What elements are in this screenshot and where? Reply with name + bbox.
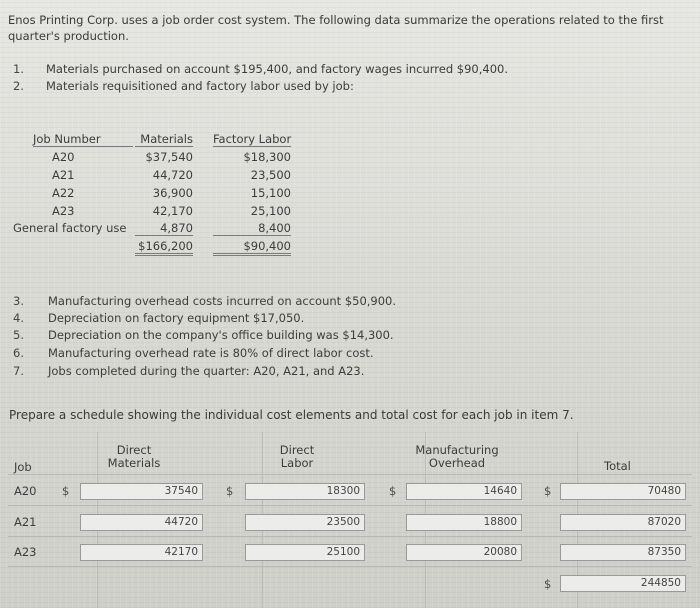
job-row-label: A20 (52, 150, 75, 164)
job-row-labor: $18,300 (243, 150, 291, 164)
grand-total-input[interactable]: 244850 (560, 575, 686, 592)
dollar-sign: $ (62, 484, 70, 498)
job-row-label: A23 (52, 204, 75, 218)
job-row-labor: 8,400 (213, 221, 291, 236)
materials-total: $166,200 (135, 239, 193, 256)
job-row-label: A22 (52, 186, 75, 200)
materials-header: Materials (135, 132, 193, 147)
schedule-row-label: A23 (14, 545, 37, 559)
item-1-number: 1. (13, 62, 24, 76)
item-4-number: 4. (13, 311, 24, 325)
dollar-sign: $ (226, 484, 234, 498)
direct-labor-input[interactable]: 18300 (245, 483, 365, 500)
problem-intro: Enos Printing Corp. uses a job order cost system. The following data summarize the operations related to the first quarter's production. (8, 13, 664, 43)
manufacturing-overhead-header: Manufacturing Overhead (415, 443, 499, 470)
job-row-materials: 36,900 (152, 186, 193, 200)
schedule-row-label: A21 (14, 515, 37, 529)
item-4-text: Depreciation on factory equipment $17,050. (48, 311, 305, 325)
manufacturing-overhead-input[interactable]: 18800 (406, 514, 522, 531)
row-divider (8, 536, 692, 537)
item-2-number: 2. (13, 79, 24, 93)
item-6-number: 6. (13, 346, 24, 360)
job-row-materials: $37,540 (145, 150, 193, 164)
item-7-text: Jobs completed during the quarter: A20, A21, and A23. (48, 364, 365, 378)
job-row-label: A21 (52, 168, 75, 182)
total-input[interactable]: 87350 (560, 544, 686, 561)
manufacturing-overhead-input[interactable]: 14640 (406, 483, 522, 500)
job-row-labor: 25,100 (250, 204, 291, 218)
item-1-text: Materials purchased on account $195,400, and factory wages incurred $90,400. (46, 62, 508, 76)
dollar-sign: $ (544, 484, 552, 498)
total-input[interactable]: 87020 (560, 514, 686, 531)
direct-materials-input[interactable]: 42170 (80, 544, 203, 561)
direct-labor-input[interactable]: 25100 (245, 544, 365, 561)
prepare-instruction: Prepare a schedule showing the individual cost elements and total cost for each job in item 7. (9, 408, 574, 422)
job-row-materials: 44,720 (152, 168, 193, 182)
job-row-labor: 15,100 (250, 186, 291, 200)
schedule-row-label: A20 (14, 484, 37, 498)
direct-labor-input[interactable]: 23500 (245, 514, 365, 531)
job-row-label: General factory use (13, 221, 127, 235)
item-7-number: 7. (13, 364, 24, 378)
item-5-number: 5. (13, 328, 24, 342)
job-row-materials: 4,870 (135, 221, 193, 236)
total-input[interactable]: 70480 (560, 483, 686, 500)
dollar-sign: $ (544, 577, 552, 591)
job-row-labor: 23,500 (250, 168, 291, 182)
factory-labor-header: Factory Labor (213, 132, 292, 146)
item-3-number: 3. (13, 294, 24, 308)
row-divider (8, 505, 692, 506)
job-row-materials: 42,170 (152, 204, 193, 218)
job-number-header: Job Number (33, 132, 133, 147)
manufacturing-overhead-input[interactable]: 20080 (406, 544, 522, 561)
dollar-sign: $ (389, 484, 397, 498)
row-divider (8, 566, 692, 567)
schedule-job-header: Job (14, 460, 32, 474)
direct-materials-header: Direct Materials (107, 443, 161, 470)
header-divider (8, 474, 692, 475)
item-2-text: Materials requisitioned and factory labor used by job: (46, 79, 354, 93)
labor-total: $90,400 (213, 239, 291, 256)
item-6-text: Manufacturing overhead rate is 80% of direct labor cost. (48, 346, 374, 360)
direct-materials-input[interactable]: 37540 (80, 483, 203, 500)
total-header: Total (604, 459, 631, 473)
direct-materials-input[interactable]: 44720 (80, 514, 203, 531)
item-3-text: Manufacturing overhead costs incurred on account $50,900. (48, 294, 397, 308)
item-5-text: Depreciation on the company's office building was $14,300. (48, 328, 394, 342)
direct-labor-header: Direct Labor (279, 443, 315, 470)
